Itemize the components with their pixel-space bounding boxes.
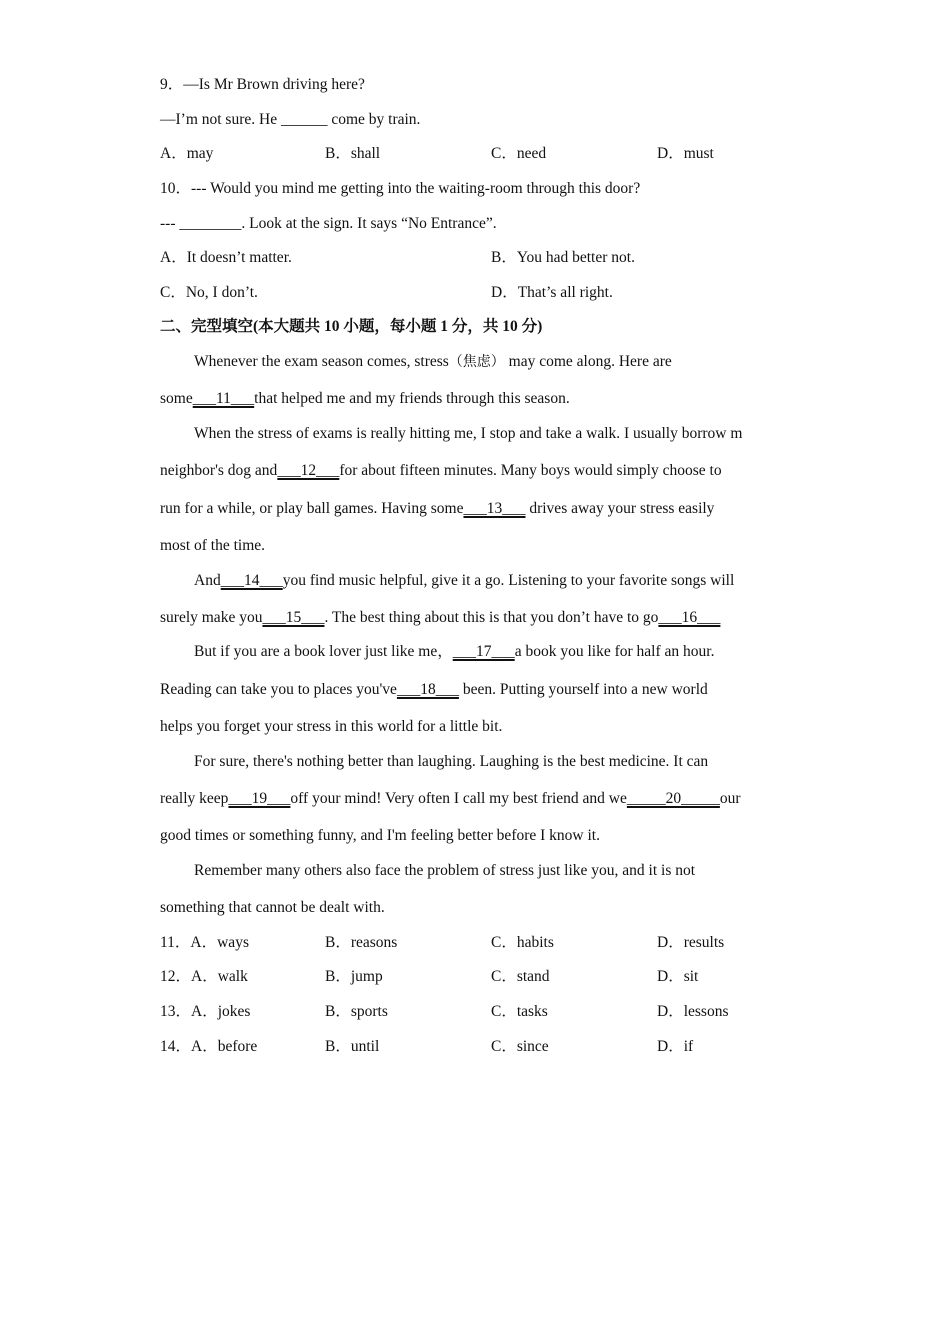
q12-option-b: B．jump <box>325 968 383 985</box>
blank-16: ___16___ <box>658 609 721 626</box>
q12-option-c: C．stand <box>491 968 550 985</box>
passage-p5-line2: really keep___19___off your mind! Very often I call my best friend and we_____20_____our <box>160 790 741 807</box>
blank-14: ___14___ <box>220 572 283 589</box>
passage-p2-line4: most of the time. <box>160 537 266 554</box>
q9-option-a: A．may <box>160 145 214 162</box>
q14-option-c: C．since <box>491 1038 549 1055</box>
passage-p4-line3: helps you forget your stress in this world for a little bit. <box>160 718 503 735</box>
blank-20: _____20_____ <box>626 790 720 807</box>
passage-p5-line1: For sure, there's nothing better than laughing. Laughing is the best medicine. It can <box>194 753 709 770</box>
q13-option-d: D．lessons <box>657 1003 729 1020</box>
blank-11: ___11___ <box>192 390 255 407</box>
q12-option-a: 12．A．walk <box>160 968 248 985</box>
q13-option-c: C．tasks <box>491 1003 548 1020</box>
passage-p2-line1: When the stress of exams is really hitting me, I stop and take a walk. I usually borrow m <box>194 425 743 442</box>
question-10-line2: --- ________. Look at the sign. It says “No Entrance”. <box>160 215 497 232</box>
q13-option-a: 13．A．jokes <box>160 1003 251 1020</box>
blank-19: ___19___ <box>228 790 291 807</box>
passage-p3-line2: surely make you___15___. The best thing about this is that you don’t have to go___16___ <box>160 609 721 626</box>
q12-option-d: D．sit <box>657 968 699 985</box>
section-2-heading: 二、完型填空(本大题共 10 小题，每小题 1 分，共 10 分) <box>160 318 543 335</box>
passage-p4-line1: But if you are a book lover just like me，___17___a book you like for half an hour. <box>194 643 715 660</box>
blank-18: ___18___ <box>396 681 459 698</box>
q9-option-c: C．need <box>491 145 547 162</box>
blank-13: ___13___ <box>463 500 526 517</box>
q10-option-b: B．You had better not. <box>491 249 635 266</box>
passage-p6-line2: something that cannot be dealt with. <box>160 899 385 916</box>
passage-p4-line2: Reading can take you to places you've___18___ been. Putting yourself into a new world <box>160 681 708 698</box>
q14-option-a: 14．A．before <box>160 1038 258 1055</box>
question-9-line2: —I’m not sure. He ______ come by train. <box>160 111 421 128</box>
q11-option-c: C．habits <box>491 934 554 951</box>
q14-option-b: B．until <box>325 1038 380 1055</box>
passage-p6-line1: Remember many others also face the problem of stress just like you, and it is not <box>194 862 696 879</box>
passage-p2-line3: run for a while, or play ball games. Having some___13___ drives away your stress easily <box>160 500 715 517</box>
q11-option-b: B．reasons <box>325 934 398 951</box>
question-9-stem: 9．—Is Mr Brown driving here? <box>160 76 365 93</box>
passage-p3-line1: And___14___you find music helpful, give it a go. Listening to your favorite songs will <box>194 572 735 589</box>
blank-12: ___12___ <box>277 462 340 479</box>
q11-option-a: 11．A．ways <box>160 934 249 951</box>
blank-17: ___17___ <box>452 643 515 660</box>
passage-p1-line2: some___11___that helped me and my friends through this season. <box>160 390 570 407</box>
passage-p1-line1: Whenever the exam season comes, stress（焦虑） may come along. Here are <box>194 353 672 370</box>
q13-option-b: B．sports <box>325 1003 388 1020</box>
passage-p2-line2: neighbor's dog and___12___for about fifteen minutes. Many boys would simply choose to <box>160 462 722 479</box>
question-10-stem: 10．--- Would you mind me getting into the waiting-room through this door? <box>160 180 641 197</box>
q11-option-d: D．results <box>657 934 725 951</box>
q9-option-b: B．shall <box>325 145 381 162</box>
q10-option-c: C．No, I don’t. <box>160 284 258 301</box>
blank-15: ___15___ <box>262 609 325 626</box>
passage-p5-line3: good times or something funny, and I'm feeling better before I know it. <box>160 827 600 844</box>
q9-option-d: D．must <box>657 145 714 162</box>
q10-option-a: A．It doesn’t matter. <box>160 249 292 266</box>
q10-option-d: D．That’s all right. <box>491 284 613 301</box>
q14-option-d: D．if <box>657 1038 694 1055</box>
